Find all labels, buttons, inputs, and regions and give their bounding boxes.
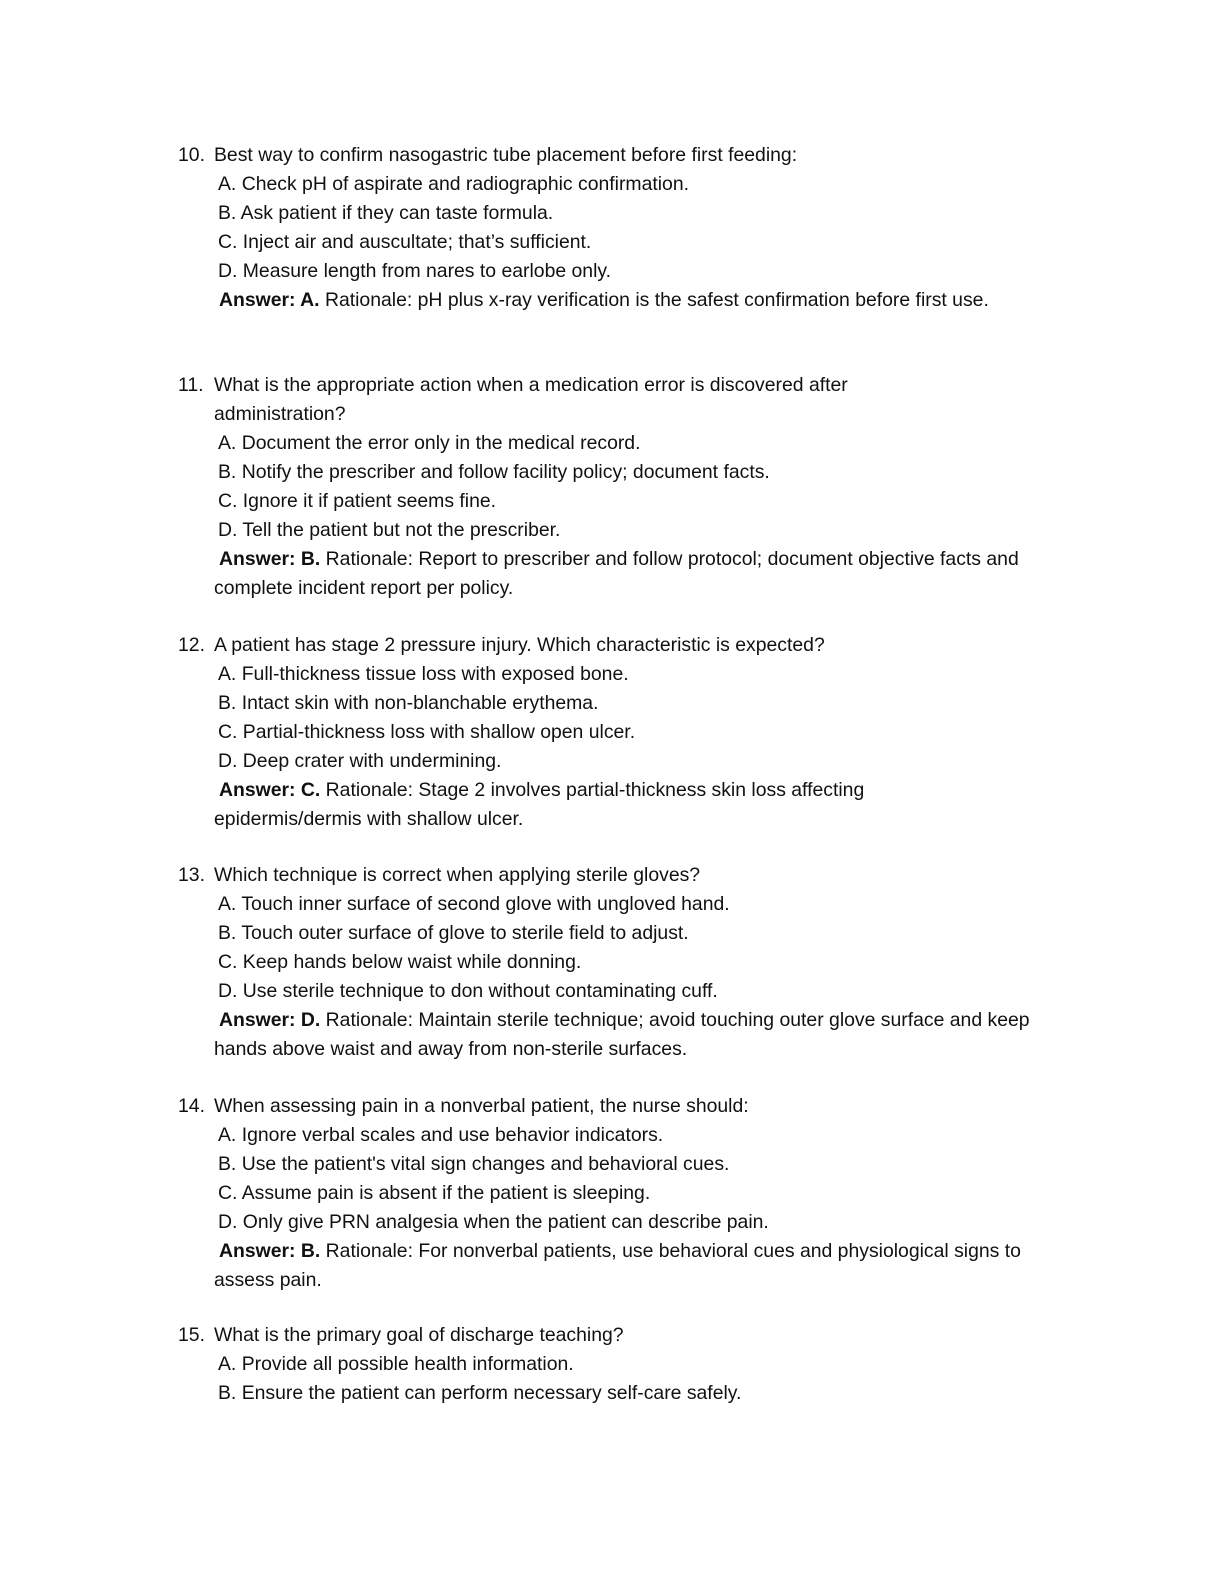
question-number: 14. (178, 1095, 205, 1117)
option-a: A. Ignore verbal scales and use behavior indicators. (218, 1124, 664, 1146)
question-15 (178, 1321, 1058, 1408)
option-c: C. Ignore it if patient seems fine. (218, 490, 497, 512)
question-stem (178, 861, 1058, 890)
question-text: A patient has stage 2 pressure injury. Which characteristic is expected? (214, 634, 825, 656)
question-text: What is the primary goal of discharge teaching? (214, 1324, 624, 1346)
option-a: A. Full-thickness tissue loss with exposed bone. (218, 663, 629, 685)
option-d: D. Tell the patient but not the prescriber. (218, 519, 561, 541)
question-stem (178, 631, 1058, 660)
answer-rationale (178, 1006, 1058, 1064)
question-13 (178, 861, 1058, 1064)
option-b: B. Notify the prescriber and follow facility policy; document facts. (218, 461, 770, 483)
question-text: Which technique is correct when applying sterile gloves? (214, 864, 701, 886)
question-stem (178, 141, 1058, 170)
answer-label: Answer: D. (219, 1009, 321, 1031)
question-number: 11. (178, 374, 204, 396)
option-b: B. Use the patient's vital sign changes and behavioral cues. (218, 1153, 730, 1175)
option-d: D. Measure length from nares to earlobe only. (218, 260, 612, 282)
option-a: A. Check pH of aspirate and radiographic confirmation. (218, 173, 690, 195)
answer-label: Answer: C. (219, 779, 321, 801)
option-a: A. Document the error only in the medical record. (218, 432, 641, 454)
rationale-text: Rationale: Report to prescriber and follow protocol; document objective facts and complete incident report per policy. (214, 548, 1019, 599)
answer-rationale (178, 286, 1058, 315)
question-11 (178, 371, 1058, 603)
option-c: C. Assume pain is absent if the patient is sleeping. (218, 1182, 651, 1204)
option-a: A. Touch inner surface of second glove with ungloved hand. (218, 893, 730, 915)
rationale-text: Rationale: Maintain sterile technique; avoid touching outer glove surface and keep hands above waist and away from non-sterile surfaces. (214, 1009, 1030, 1060)
answer-label: Answer: A. (219, 289, 320, 311)
option-d: D. Deep crater with undermining. (218, 750, 502, 772)
question-stem (178, 371, 1058, 429)
answer-rationale (178, 545, 1058, 603)
answer-rationale (178, 1237, 1058, 1295)
question-number: 13. (178, 864, 205, 886)
question-14 (178, 1092, 1058, 1295)
option-b: B. Touch outer surface of glove to sterile field to adjust. (218, 922, 689, 944)
answer-label: Answer: B. (219, 548, 321, 570)
option-b: B. Intact skin with non-blanchable erythema. (218, 692, 599, 714)
answer-rationale (178, 776, 1058, 834)
answer-label: Answer: B. (219, 1240, 321, 1262)
option-b: B. Ensure the patient can perform necessary self-care safely. (218, 1382, 742, 1404)
question-10 (178, 141, 1058, 315)
question-number: 12. (178, 634, 205, 656)
option-c: C. Inject air and auscultate; that’s sufficient. (218, 231, 592, 253)
question-12 (178, 631, 1058, 834)
option-b: B. Ask patient if they can taste formula. (218, 202, 554, 224)
option-a: A. Provide all possible health information. (218, 1353, 574, 1375)
rationale-text: Rationale: pH plus x-ray verification is the safest confirmation before first use. (319, 289, 989, 311)
question-stem (178, 1321, 1058, 1350)
question-text: What is the appropriate action when a medication error is discovered after administration? (214, 374, 848, 425)
option-d: D. Use sterile technique to don without contaminating cuff. (218, 980, 718, 1002)
rationale-text: Rationale: For nonverbal patients, use behavioral cues and physiological signs to assess pain. (214, 1240, 1021, 1291)
question-number: 15. (178, 1324, 205, 1346)
question-stem (178, 1092, 1058, 1121)
question-text: Best way to confirm nasogastric tube placement before first feeding: (214, 144, 798, 166)
question-number: 10. (178, 144, 205, 166)
option-c: C. Keep hands below waist while donning. (218, 951, 582, 973)
rationale-text: Rationale: Stage 2 involves partial-thickness skin loss affecting epidermis/dermis with shallow ulcer. (214, 779, 865, 830)
option-c: C. Partial-thickness loss with shallow open ulcer. (218, 721, 636, 743)
question-text: When assessing pain in a nonverbal patient, the nurse should: (214, 1095, 749, 1117)
option-d: D. Only give PRN analgesia when the patient can describe pain. (218, 1211, 769, 1233)
